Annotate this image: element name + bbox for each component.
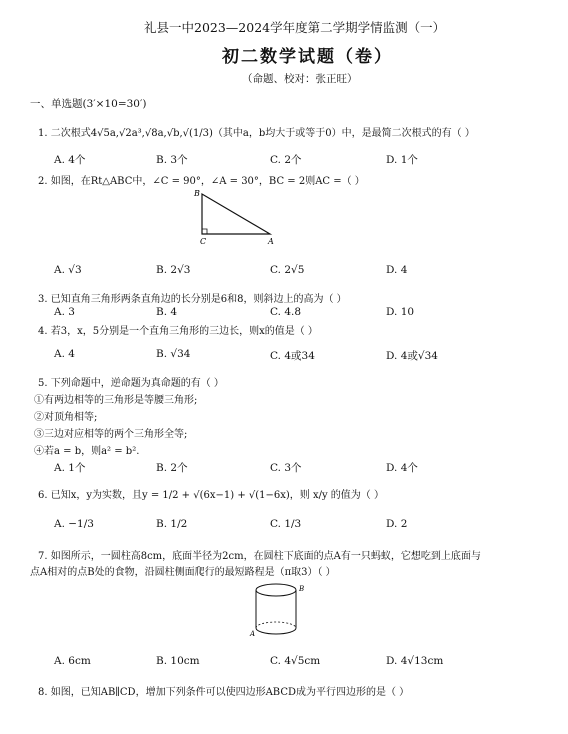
q2-option-c: C. 2√5 xyxy=(270,264,305,276)
credits: （命题、校对：张正旺） xyxy=(242,73,358,85)
cylinder-top-ellipse xyxy=(256,584,296,596)
q1-option-c: C. 2个 xyxy=(270,154,302,166)
q2-option-b: B. 2√3 xyxy=(156,264,191,276)
cylinder-figure xyxy=(248,578,312,640)
q6-option-d: D. 2 xyxy=(386,518,408,530)
q4-option-a: A. 4 xyxy=(54,348,75,360)
cylinder-bottom-front xyxy=(256,628,296,634)
cylinder-bottom-back xyxy=(256,622,296,628)
q5-statement-1: ①有两边相等的三角形是等腰三角形; xyxy=(34,395,198,406)
page-title: 初二数学试题（卷） xyxy=(222,47,393,67)
q3-option-a: A. 3 xyxy=(54,306,75,318)
q6-option-c: C. 1/3 xyxy=(270,518,302,530)
exam-header-line: 礼县一中2023—2024学年度第二学期学情监测（一） xyxy=(144,20,446,35)
q7-option-a: A. 6cm xyxy=(54,655,91,667)
q5-option-d: D. 4个 xyxy=(386,462,418,474)
q5-statement-3: ③三边对应相等的两个三角形全等; xyxy=(34,429,188,440)
q5-option-c: C. 3个 xyxy=(270,462,302,474)
section-label: 一、单选题(3′×10=30′) xyxy=(30,98,147,110)
question-2-stem: 2. 如图，在Rt△ABC中，∠C = 90°，∠A = 30°，BC = 2则AC =（ ） xyxy=(38,176,365,187)
question-8-stem: 8. 如图，已知AB∥CD，增加下列条件可以使四边形ABCD成为平行四边形的是（ ） xyxy=(38,687,410,698)
q3-option-d: D. 10 xyxy=(386,306,415,318)
q5-option-a: A. 1个 xyxy=(54,462,86,474)
point-a-label: A xyxy=(250,630,256,638)
triangle-abc xyxy=(202,194,270,234)
question-4-stem: 4. 若3，x，5分别是一个直角三角形的三边长，则x的值是（ ） xyxy=(38,326,318,337)
q2-option-a: A. √3 xyxy=(54,264,82,276)
q4-option-c: C. 4或34 xyxy=(270,350,315,362)
vertex-b-label: B xyxy=(194,189,200,198)
point-b-label: B xyxy=(299,585,305,593)
q1-option-d: D. 1个 xyxy=(386,154,418,166)
right-triangle-figure xyxy=(188,186,288,248)
q6-option-a: A. −1/3 xyxy=(54,518,94,530)
question-7-stem-line2: 点A相对的点B处的食物，沿圆柱侧面爬行的最短路程是（π取3）（ ） xyxy=(30,567,336,578)
question-7-stem-line1: 7. 如图所示，一圆柱高8cm，底面半径为2cm，在圆柱下底面的点A有一只蚂蚁，它想吃到上底面与 xyxy=(38,551,481,562)
q5-statement-2: ②对顶角相等; xyxy=(34,412,98,423)
q5-option-b: B. 2个 xyxy=(156,462,188,474)
q1-option-b: B. 3个 xyxy=(156,154,188,166)
vertex-c-label: C xyxy=(200,237,207,246)
q3-option-b: B. 4 xyxy=(156,306,178,318)
question-6-stem: 6. 已知x，y为实数，且y = 1/2 + √(6x−1) + √(1−6x)，则 x/y 的值为（ ） xyxy=(38,490,384,501)
q7-option-d: D. 4√13cm xyxy=(386,655,444,667)
q2-option-d: D. 4 xyxy=(386,264,408,276)
q5-statement-4: ④若a = b，则a² = b². xyxy=(34,446,140,457)
question-3-stem: 3. 已知直角三角形两条直角边的长分别是6和8，则斜边上的高为（ ） xyxy=(38,294,347,305)
q7-option-b: B. 10cm xyxy=(156,655,200,667)
q6-option-b: B. 1/2 xyxy=(156,518,188,530)
q4-option-b: B. √34 xyxy=(156,348,191,360)
q7-option-c: C. 4√5cm xyxy=(270,655,321,667)
q4-option-d: D. 4或√34 xyxy=(386,350,438,362)
q1-option-a: A. 4个 xyxy=(54,154,86,166)
vertex-a-label: A xyxy=(268,237,274,246)
question-1-stem: 1. 二次根式4√5a,√2a³,√8a,√b,√(1/3)（其中a，b均大于或等于0）中，是最简二次根式的有（ ） xyxy=(38,128,475,139)
question-5-stem: 5. 下列命题中，逆命题为真命题的有（ ） xyxy=(38,378,224,389)
right-angle-mark xyxy=(202,229,207,234)
q3-option-c: C. 4.8 xyxy=(270,306,302,318)
